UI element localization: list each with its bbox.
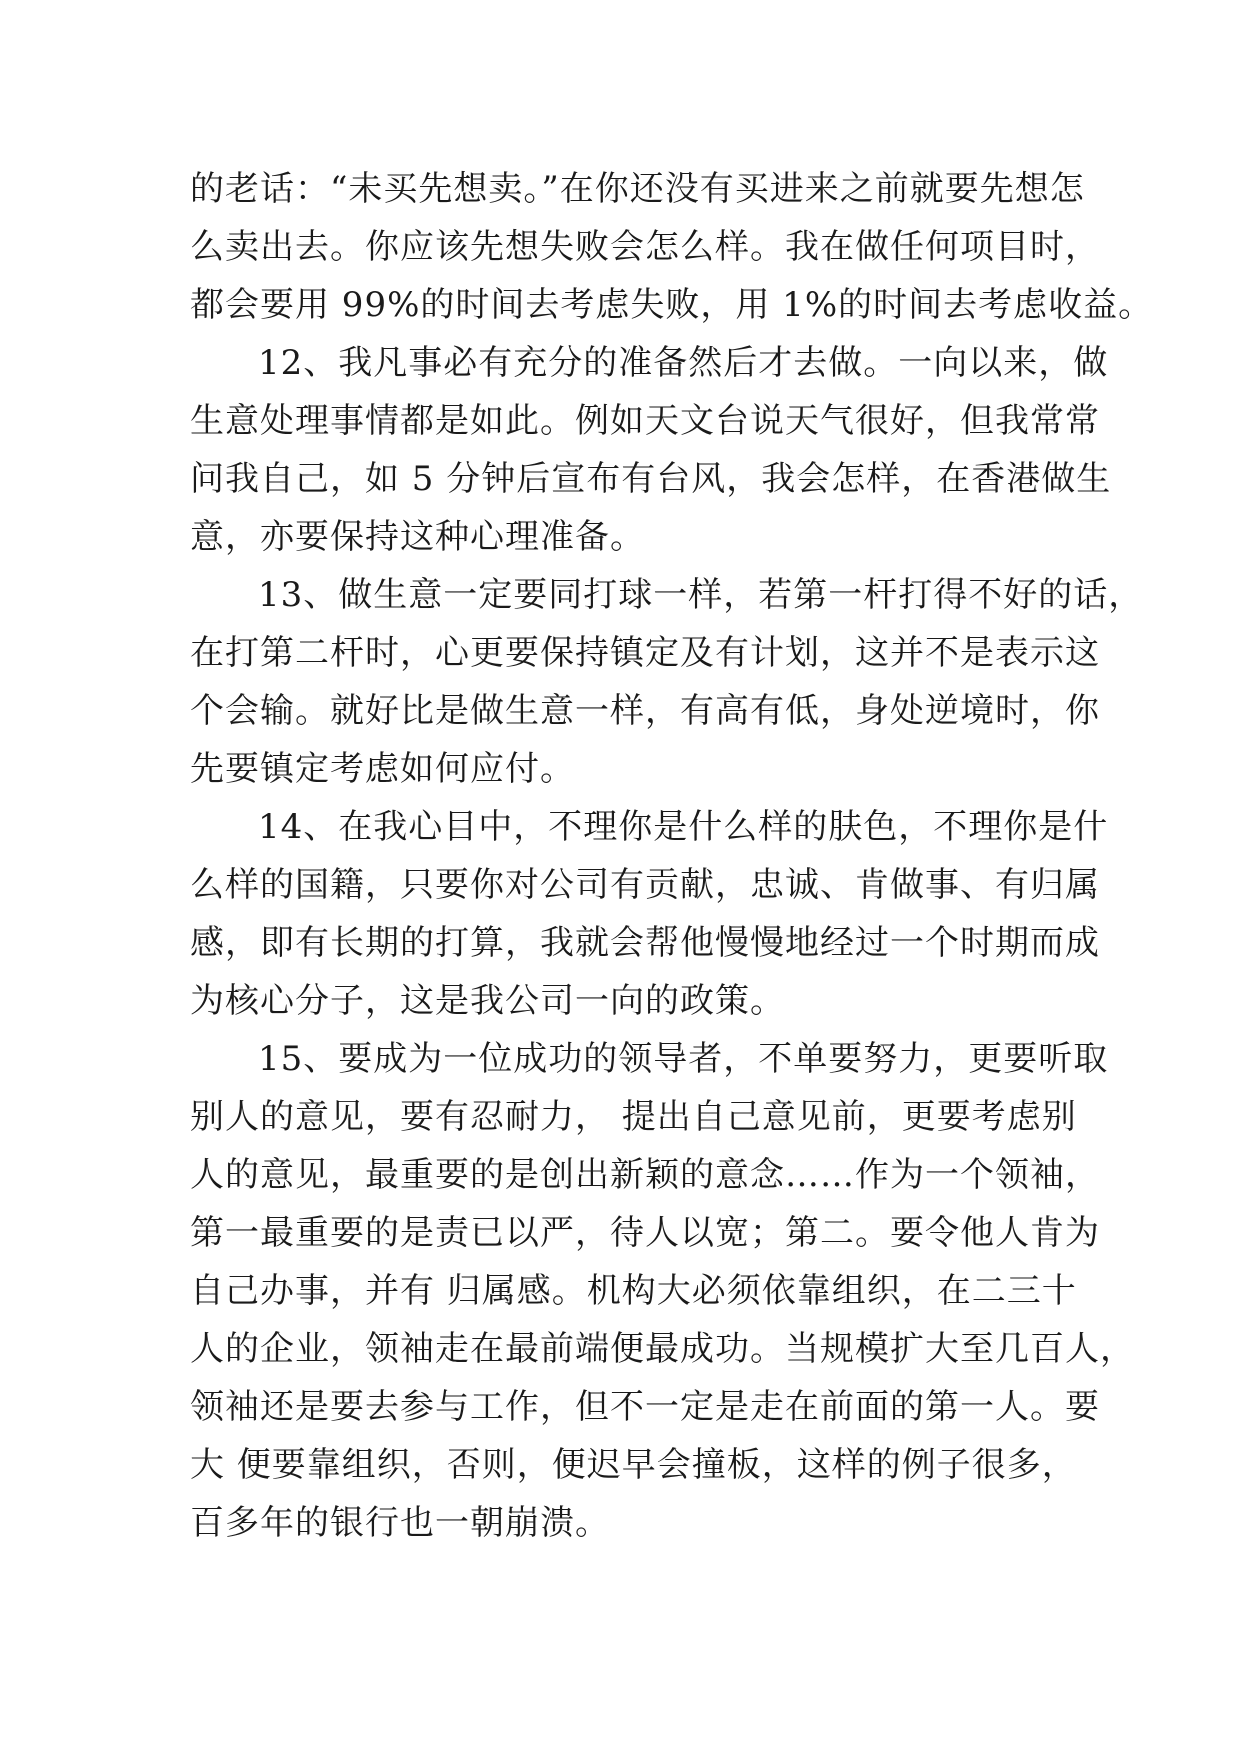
- text-line: 先要镇定考虑如何应付。: [190, 749, 575, 789]
- text-line: 么卖出去。你应该先想失败会怎么样。我在做任何项目时，: [190, 227, 1100, 267]
- text-line: 人的意见，最重要的是创出新颖的意念……作为一个领袖，: [190, 1155, 1100, 1195]
- text-line: 么样的国籍，只要你对公司有贡献，忠诚、肯做事、有归属: [190, 865, 1100, 905]
- text-line: 在打第二杆时，心更要保持镇定及有计划，这并不是表示这: [190, 633, 1100, 673]
- text-line: 百多年的银行也一朝崩溃。: [190, 1503, 610, 1543]
- text-line: 别人的意见，要有忍耐力， 提出自己意见前，更要考虑别: [190, 1097, 1077, 1137]
- text-line: 个会输。就好比是做生意一样，有高有低，身处逆境时，你: [190, 691, 1100, 731]
- document-body: [190, 160, 1154, 1552]
- paragraph-14-start: 14、在我心目中，不理你是什么样的肤色，不理你是什: [258, 807, 1109, 847]
- text-line: 意，亦要保持这种心理准备。: [190, 517, 645, 557]
- text-line: 生意处理事情都是如此。例如天文台说天气很好，但我常常: [190, 401, 1100, 441]
- text-line: 大 便要靠组织，否则，便迟早会撞板，这样的例子很多，: [190, 1445, 1077, 1485]
- paragraph-15-start: 15、要成为一位成功的领导者，不单要努力，更要听取: [258, 1039, 1109, 1079]
- text-line: 问我自己，如 5 分钟后宣布有台风，我会怎样，在香港做生: [190, 459, 1112, 499]
- text-line: 领袖还是要去参与工作，但不一定是走在前面的第一人。要: [190, 1387, 1100, 1427]
- text-line: 人的企业，领袖走在最前端便最成功。当规模扩大至几百人，: [190, 1329, 1135, 1369]
- text-line: 的老话：“未买先想卖。”在你还没有买进来之前就要先想怎: [190, 169, 1085, 209]
- paragraph-12-start: 12、我凡事必有充分的准备然后才去做。一向以来，做: [258, 343, 1109, 383]
- text-line: 为核心分子，这是我公司一向的政策。: [190, 981, 785, 1021]
- text-line: 第一最重要的是责已以严，待人以宽；第二。要令他人肯为: [190, 1213, 1100, 1253]
- text-line: 感，即有长期的打算，我就会帮他慢慢地经过一个时期而成: [190, 923, 1100, 963]
- text-line: 自己办事，并有 归属感。机构大必须依靠组织，在二三十: [190, 1271, 1077, 1311]
- paragraph-13-start: 13、做生意一定要同打球一样，若第一杆打得不好的话，: [258, 575, 1144, 615]
- text-line: 都会要用 99%的时间去考虑失败，用 1%的时间去考虑收益。: [190, 285, 1154, 325]
